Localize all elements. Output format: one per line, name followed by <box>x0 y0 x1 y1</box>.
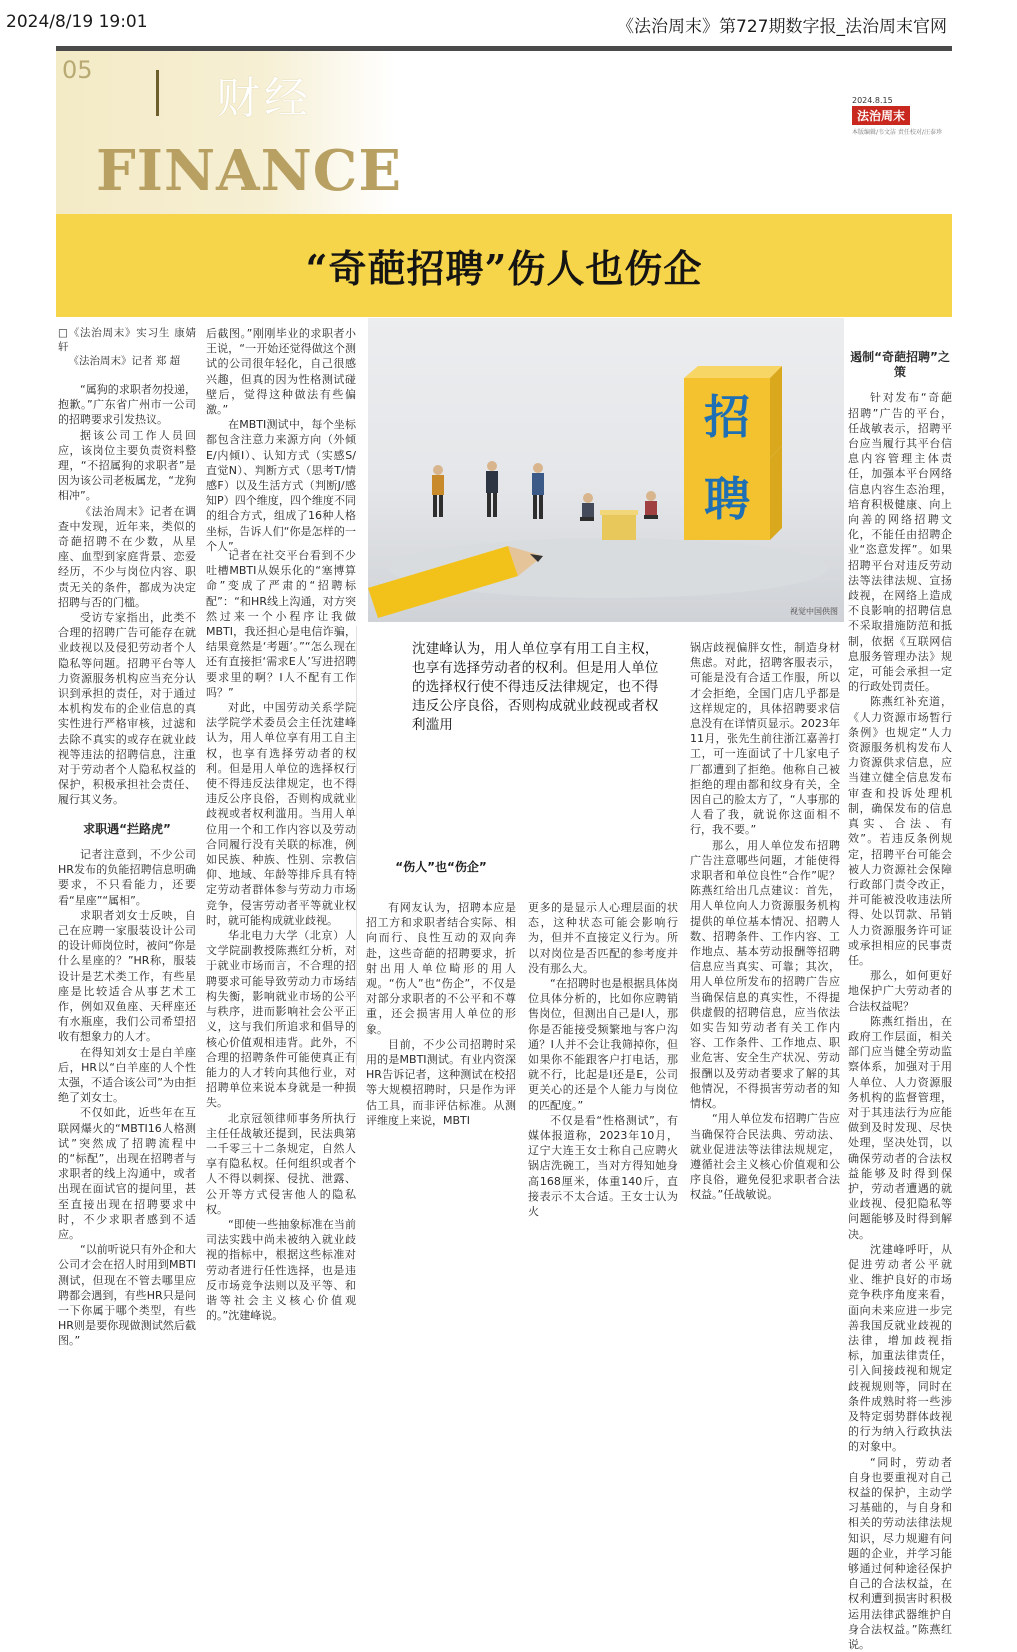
paragraph: 陈燕红补充道，《人力资源市场暂行条例》也规定“人力资源服务机构发布人力资源供求信息，应当建立健全信息发布审查和投诉处理机制，确保发布的信息真实、合法、有效”。若违反条例规定，招聘平台可能会被人力资源社会保障行政部门责令改正，并可能被没收违法所得、处以罚款、吊销人力资源服务许可证或承担相应的民事责任。 <box>848 695 952 967</box>
article-column-2-continued <box>206 548 356 1323</box>
byline-line-1: □《法治周末》实习生 康婧轩 <box>58 327 196 353</box>
headline-banner <box>56 214 952 317</box>
cube-char-1: 招 <box>704 390 750 444</box>
paragraph: 陈燕红指出，在政府工作层面，相关部门应当健全劳动监察体系，加强对于用人单位、人力资源服务机构的监督管理，对于其违法行为应能做到及时发现、尽快处理，坚决处罚，以确保劳动者的合法权益能够及时得到保护，劳动者遭遇的就业歧视、侵犯隐私等问题能够及时得到解决。 <box>848 1014 952 1241</box>
paragraph: 在得知刘女士是白羊座后，HR以“白羊座的人个性太强，不适合该公司”为由拒绝了刘女士。 <box>58 1045 196 1105</box>
photo-credit: 视觉中国供图 <box>790 607 838 616</box>
paragraph: 北京冠领律师事务所执行主任任战敏还提到，民法典第一千零三十二条规定，自然人享有隐私权。任何组织或者个人不得以刺探、侵扰、泄露、公开等方式侵害他人的隐私权。 <box>206 1111 356 1216</box>
paragraph: 针对发布“奇葩招聘”广告的平台，任战敏表示，招聘平台应当履行其平台信息内容管理主体责任，加强本平台网络信息内容生态治理，培育积极健康、向上向善的网络招聘文化，不能任由招聘企业“恣意发挥”。如果招聘平台对违反劳动法等法律法规、宣扬歧视，在网络上造成不良影响的招聘信息不采取措施防范和抵制，依据《互联网信息服务管理办法》规定，可能会承担一定的行政处罚责任。 <box>848 391 952 694</box>
article-photo <box>368 318 844 622</box>
recruitment-scene-illustration <box>368 318 844 622</box>
paragraph: 受访专家指出，此类不合理的招聘广告可能存在就业歧视以及侵犯劳动者个人隐私等问题。招聘平台等人力资源服务机构应当充分认识到承担的责任，对于通过本机构发布的企业信息的真实性进行严格审核，过滤和去除不真实的或存在就业歧视等违法的招聘信息，注重对于劳动者个人隐私权益的保护，积极承担社会责任、履行其义务。 <box>58 611 196 807</box>
masthead-editors: 本版编辑/韦文洁 责任校对/汪泰珍 <box>852 129 942 136</box>
paragraph: 记者注意到，不少公司HR发布的负能招聘信息明确要求，不只看能力，还要看“星座”“属相”。 <box>58 847 196 907</box>
article-column-4 <box>528 900 678 1219</box>
masthead <box>852 96 962 136</box>
paragraph: 更多的是显示人心理层面的状态，这种状态可能会影响行为，但并不直接定义行为。所以对岗位是否匹配的参考度并没有那么大。 <box>528 901 678 975</box>
byline <box>58 326 196 368</box>
paragraph: 在MBTI测试中，每个坐标都包含注意力来源方向（外倾E/内倾I）、认知方式（实感S/直觉N）、判断方式（思考T/情感F）以及生活方式（判断J/感知P）四个维度，四个维度不同的组合方式，组成了16种人格坐标，告诉人们“你是怎样的一个人”。 <box>206 418 356 553</box>
paragraph: 华北电力大学（北京）人文学院副教授陈燕红分析，对于就业市场而言，不合理的招聘要求可能导致劳动力市场结构失衡，影响就业市场的公平与秩序，进而影响社会公平正义，这与我们所追求和倡导的核心价值观相违背。此外，不合理的招聘条件可能使真正有能力的人才转向其他行业，对招聘单位来说本身就是一种损失。 <box>206 929 356 1110</box>
paragraph: “同时，劳动者自身也要重视对自己权益的保护，主动学习基础的，与自身和相关的劳动法律法规知识，尽力规避有问题的企业，并学习能够通过何种途径保护自己的合法权益，在权利遭到损害时积极运用法律武器维护自身合法权益。”陈燕红说。 <box>848 1455 952 1652</box>
paragraph: 求职者刘女士反映，自己在应聘一家服装设计公司的设计师岗位时，被问“你是什么星座的？”HR称，服装设计是艺术类工作，有些星座是比较适合从事艺术工作，例如双鱼座、天秤座还有水瓶座，我们公司希望招收有想象力的人才。 <box>58 908 196 1044</box>
article-column-5 <box>690 640 840 1202</box>
section-english-title: FINANCE <box>96 138 403 204</box>
article-column-3 <box>366 900 516 1127</box>
paragraph: 《法治周末》记者在调查中发现，近年来，类似的奇葩招聘不在少数，从星座、血型到家庭背景、恋爱经历，不少与岗位内容、职责无关的条件，都成为决定招聘与否的门槛。 <box>58 504 196 609</box>
column-rule <box>356 626 357 1066</box>
paragraph: 记者在社交平台看到不少吐槽MBTI从娱乐化的“塞博算命”变成了严肃的“招聘标配”：“和HR线上沟通，对方突然过来一个小程序让我做MBTI，我还担心是电信诈骗，结果竟然是‘考题’。”“怎么现在还有直接拒‘需求E人’写进招聘要求里的啊？I人不配有工作吗？” <box>206 549 356 699</box>
section-number: 05 <box>62 56 93 84</box>
article-column-2 <box>206 326 356 553</box>
section-divider <box>156 70 159 116</box>
paragraph: 不仅如此，近些年在互联网爆火的“MBTI16人格测试”突然成了招聘流程中的“标配”，出现在招聘者与求职者的线上沟通中，或者出现在面试官的提问里，甚至直接出现在招聘要求中时，不少求职者感到不适应。 <box>58 1106 196 1241</box>
paragraph: 后截图。”刚刚毕业的求职者小王说，“一开始还觉得做这个测试的公司很年轻化，自己很感兴趣，但真的因为性格测试碰壁后，觉得这种做法有些偏激。” <box>206 327 356 417</box>
newspaper-logo: 法治周末 <box>852 106 910 125</box>
paragraph: 不仅是看“性格测试”，有媒体报道称，2023年10月，辽宁大连王女士称自己应聘火锅店洗碗工，当对方得知她身高168厘米，体重140斤，直接表示不太合适。王女士认为火 <box>528 1113 678 1219</box>
paragraph: 对此，中国劳动关系学院法学院学术委员会主任沈建峰认为，用人单位享有用工自主权，也享有选择劳动者的权利。但是用人单位的选择权行使不得违反法律规定，也不得违反公序良俗，否则构成就业歧视或者权利滥用。当用人单位用一个和工作内容以及劳动合同履行没有关联的标准，例如民族、种族、性别、宗教信仰、地域、年龄等排斥具有特定劳动者群体参与劳动力市场竞争，侵害劳动者平等就业权时，就可能构成就业歧视。 <box>206 701 356 927</box>
subheading: 遏制“奇葩招聘”之策 <box>850 350 950 380</box>
cube-char-2: 聘 <box>704 472 750 526</box>
paragraph: 据该公司工作人员回应，该岗位主要负责资料整理，“不招属狗的求职者”是因为该公司老板属龙，“龙狗相冲”。 <box>58 428 196 503</box>
pull-quote: 沈建峰认为，用人单位享有用工自主权，也享有选择劳动者的权利。但是用人单位的选择权行使不得违反法律规定，也不得违反公序良俗，否则构成就业歧视或者权利滥用 <box>412 641 659 733</box>
print-timestamp: 2024/8/19 19:01 <box>6 12 148 32</box>
paragraph: “在招聘时也是根据具体岗位具体分析的，比如你应聘销售岗位，但测出自己是I人，那你是否能接受频繁地与客户沟通？I人并不会让我筛掉你，但如果你不能跟客户打电话，那就不行，比起是I还是E，公司更关心的还是个人能力与岗位的匹配度。” <box>528 977 678 1112</box>
byline-line-2: 《法治周末》记者 郑 超 <box>68 355 181 367</box>
paragraph: 锅店歧视偏胖女性，制造身材焦虑。对此，招聘客服表示，可能是没有合适工作服，所以才会拒绝，全国门店几乎都是这样规定的，具体招聘要求信息没有在详情页显示。2023年11月，张先生前往浙江嘉善打工，可一连面试了十几家电子厂都遭到了拒绝。他称自己被拒绝的理由都和纹身有关，全因自己的脸太方了，“人事那的人看了我，就说你这面相不行，我不要。” <box>690 641 840 837</box>
article-column-1 <box>58 326 196 1348</box>
paragraph: “即使一些抽象标准在当前司法实践中尚未被纳入就业歧视的指标中，根据这些标准对劳动者进行任性选择，也是违反市场竞争法则以及平等、和谐等社会主义核心价值观的。”沈建峰说。 <box>206 1217 356 1323</box>
masthead-date: 2024.8.15 <box>852 96 893 105</box>
section-header <box>56 46 952 214</box>
paragraph: 有网友认为，招聘本应是招工方和求职者结合实际、相向而行、良性互动的双向奔赴，这些奇葩的招聘要求，折射出用人单位畸形的用人观。“伤人”也“伤企”，不仅是对部分求职者的不公平和不尊重，还会损害用人单位的形象。 <box>366 901 516 1036</box>
article-column-6 <box>848 350 952 1652</box>
paragraph: “以前听说只有外企和大公司才会在招人时用到MBTI测试，但现在不管去哪里应聘都会遇到，有些HR只是问一下你属于哪个类型，有些HR则是要你现做测试然后截图。” <box>58 1243 196 1348</box>
subheading: “伤人”也“伤企” <box>395 860 487 874</box>
article-headline: “奇葩招聘”伤人也伤企 <box>305 246 703 291</box>
paragraph: 那么，用人单位发布招聘广告注意哪些问题，才能使得求职者和单位良性“合作”呢？陈燕红给出几点建议：首先，用人单位向人力资源服务机构提供的单位基本情况、招聘人数、招聘条件、工作内容、工作地点、基本劳动报酬等招聘信息应当真实、可靠；其次，用人单位所发布的招聘广告应当确保信息的真实性，不得提供虚假的招聘信息，应当依法如实告知劳动者有关工作内容、工作条件、工作地点、职业危害、安全生产状况、劳动报酬以及劳动者要求了解的其他情况，不得损害劳动者的知情权。 <box>690 838 840 1111</box>
paragraph: “属狗的求职者勿投递，抱歉。”广东省广州市一公司的招聘要求引发热议。 <box>58 383 196 427</box>
paragraph: 目前，不少公司招聘时采用的是MBTI测试。有业内资深HR告诉记者，这种测试在校招等大规模招聘时，只是作为评估工具，而非评估标准。从测评维度上来说，MBTI <box>366 1037 516 1127</box>
paragraph: 那么，如何更好地保护广大劳动者的合法权益呢？ <box>848 969 952 1013</box>
page-source-title: 《法治周末》第727期数字报_法治周末官网 <box>617 17 947 37</box>
paragraph: 沈建峰呼吁，从促进劳动者公平就业、维护良好的市场竞争秩序角度来看，面向未来应进一步完善我国反就业歧视的法律，增加歧视指标，加重法律责任，引入间接歧视和规定歧视规则等，同时在条件成熟时将一些涉及特定弱势群体歧视的行为纳入行政执法的对象中。 <box>848 1242 952 1454</box>
paragraph: “用人单位发布招聘广告应当确保符合民法典、劳动法、就业促进法等法律法规规定，遵循社会主义核心价值观和公序良俗，避免侵犯求职者合法权益。”任战敏说。 <box>690 1112 840 1202</box>
section-title: 财经 <box>216 73 312 124</box>
subheading: 求职遇“拦路虎” <box>83 821 171 836</box>
